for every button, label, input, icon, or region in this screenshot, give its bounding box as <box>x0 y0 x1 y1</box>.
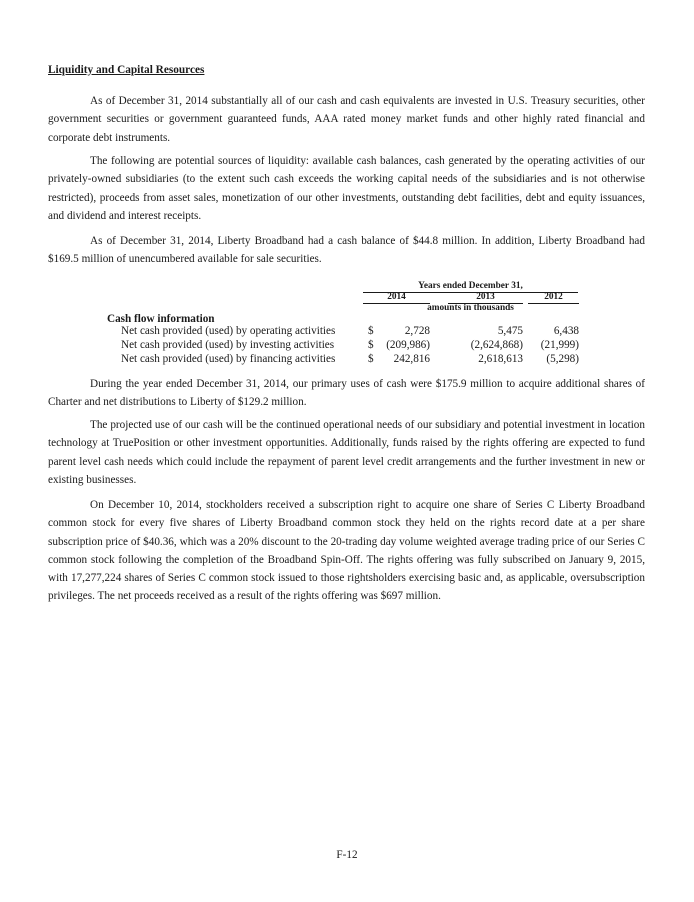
currency-symbol: $ <box>368 339 374 351</box>
page-number: F-12 <box>336 849 358 861</box>
value-2014: (209,986) <box>386 339 430 351</box>
currency-symbol: $ <box>368 325 374 337</box>
table-row <box>48 325 648 339</box>
paragraph-uses-of-cash: During the year ended December 31, 2014, our primary uses of cash were $175.9 million to acquire additional shares of Charter and net distributions to Liberty of $129.2 million. <box>48 378 645 409</box>
paragraph-projected-use: The projected use of our cash will be the continued operational needs of our subsidiary and potential investment in location technology at TruePosition or other investment opportunities. Additionally, funds raised by the rights offering are expected to fund parent level cash needs which could include the repayment of parent level credit arrangements and the further investment in new or existing businesses. <box>48 419 645 486</box>
value-2012: (21,999) <box>540 339 579 351</box>
value-2012: (5,298) <box>546 353 579 365</box>
units-label: amounts in thousands <box>427 303 514 313</box>
year-2014-header: 2014 <box>363 292 430 304</box>
table-row <box>48 353 648 367</box>
year-2013-header: 2013 <box>448 292 523 304</box>
value-2014: 2,728 <box>404 325 430 337</box>
section-heading: Liquidity and Capital Resources <box>48 64 205 76</box>
table-row <box>48 339 648 353</box>
currency-symbol: $ <box>368 353 374 365</box>
paragraph-rights-offering: On December 10, 2014, stockholders received a subscription right to acquire one share of Series C Liberty Broadband common stock for every five shares of Liberty Broadband common stock they held on the rights record date at a per share subscription price of $40.36, which was a 20% discount to the 20-trading day volume weighted average trading price of our Series C common stock following the completion of the Broadband Spin-Off. The rights offering was fully subscribed on January 9, 2015, with 17,277,224 shares of Series C common stock issued to those rightsholders exercising basic and, as applicable, oversubscription privileges. The net proceeds received as a result of the rights offering was $697 million. <box>48 499 645 603</box>
paragraph-investments: As of December 31, 2014 substantially all of our cash and cash equivalents are invested in U.S. Treasury securities, other government securities or government guaranteed funds, AAA rated money market funds and other highly rated financial and corporate debt instruments. <box>48 95 645 144</box>
row-label: Net cash provided (used) by financing activities <box>121 353 336 365</box>
year-2012-header: 2012 <box>528 292 579 304</box>
row-label: Net cash provided (used) by operating activities <box>121 325 336 337</box>
paragraph-liquidity-sources: The following are potential sources of liquidity: available cash balances, cash generated by the operating activities of our privately-owned subsidiaries (to the extent such cash exceeds the working capital needs of the subsidiaries and is not otherwise restricted), proceeds from asset sales, monetization of our other investments, outstanding debt facilities, debt and equity issuances, and dividend and interest receipts. <box>48 155 645 222</box>
value-2014: 242,816 <box>393 353 430 365</box>
row-label: Net cash provided (used) by investing activities <box>121 339 335 351</box>
cash-flow-section-label: Cash flow information <box>107 313 215 325</box>
value-2013: 5,475 <box>497 325 523 337</box>
value-2013: 2,618,613 <box>478 353 523 365</box>
paragraph-cash-balance: As of December 31, 2014, Liberty Broadband had a cash balance of $44.8 million. In addition, Liberty Broadband had $169.5 million of unencumbered available for sale securities. <box>48 235 645 266</box>
value-2013: (2,624,868) <box>470 339 523 351</box>
value-2012: 6,438 <box>553 325 579 337</box>
years-header: Years ended December 31, <box>363 280 578 293</box>
